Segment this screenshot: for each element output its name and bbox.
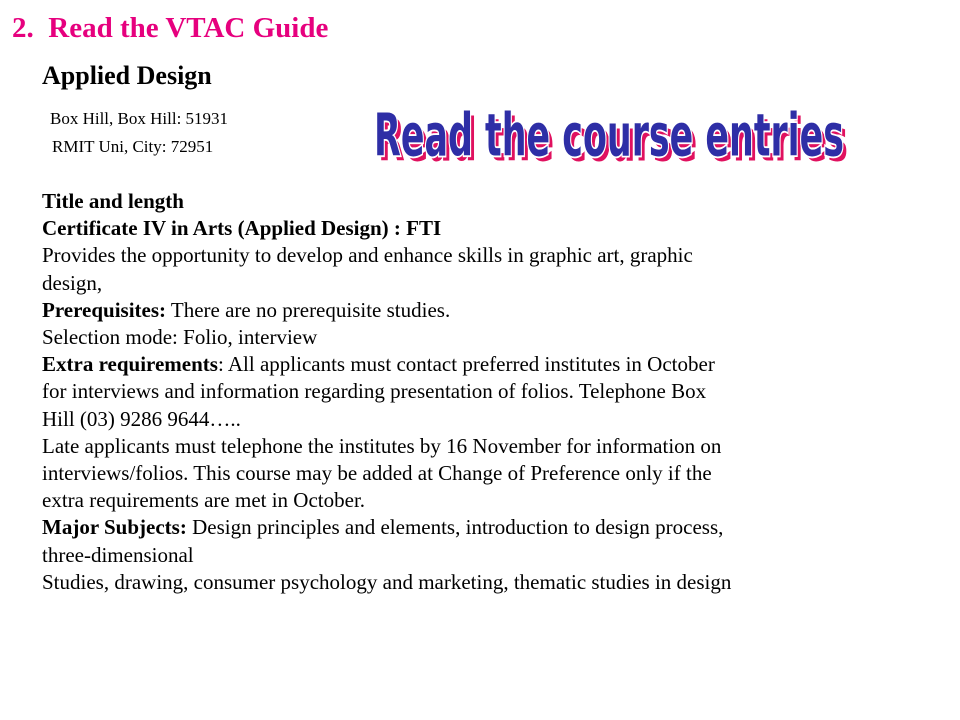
prerequisites-label: Prerequisites:: [42, 297, 167, 322]
description-line: design,: [42, 270, 103, 295]
extra-requirements-line: [42, 351, 942, 378]
course-heading: Applied Design: [42, 61, 212, 90]
campus-box-hill: Box Hill, Box Hill: 51931: [50, 109, 229, 128]
slide-title: 2. Read the VTAC Guide: [12, 12, 329, 44]
description-line: Provides the opportunity to develop and enhance skills in graphic art, graphic: [42, 243, 693, 268]
major-subjects-line: [42, 514, 942, 541]
major-subjects-line: three-dimensional: [42, 542, 194, 567]
banner-shadow-text: Read the course entries: [377, 105, 848, 175]
late-applicants-line: extra requirements are met in October.: [42, 488, 366, 513]
course-entry: [42, 188, 942, 596]
extra-requirements-label: Extra requirements: [42, 352, 218, 377]
selection-mode: Selection mode: Folio, interview: [42, 325, 318, 350]
extra-requirements-text: : All applicants must contact preferred institutes in October: [217, 352, 715, 377]
late-applicants-line: Late applicants must telephone the institutes by 16 November for information on: [42, 433, 722, 458]
major-subjects-label: Major Subjects:: [42, 515, 187, 540]
campus-rmit: RMIT Uni, City: 72951: [52, 137, 214, 156]
read-course-entries-banner: [355, 96, 865, 176]
course-title: Certificate IV in Arts (Applied Design) : FTI: [42, 216, 442, 241]
prerequisites-line: [42, 297, 942, 324]
major-subjects-text: Design principles and elements, introduction to design process,: [186, 515, 724, 540]
prerequisites-text: There are no prerequisite studies.: [166, 297, 451, 322]
major-subjects-line: Studies, drawing, consumer psychology and marketing, thematic studies in design: [42, 569, 732, 594]
extra-requirements-line: Hill (03) 9286 9644…..: [42, 406, 241, 431]
late-applicants-line: interviews/folios. This course may be added at Change of Preference only if the: [42, 461, 712, 486]
banner-main-text: Read the course entries: [374, 100, 845, 170]
extra-requirements-line: for interviews and information regarding presentation of folios. Telephone Box: [42, 379, 707, 404]
title-and-length-label: Title and length: [42, 189, 184, 213]
